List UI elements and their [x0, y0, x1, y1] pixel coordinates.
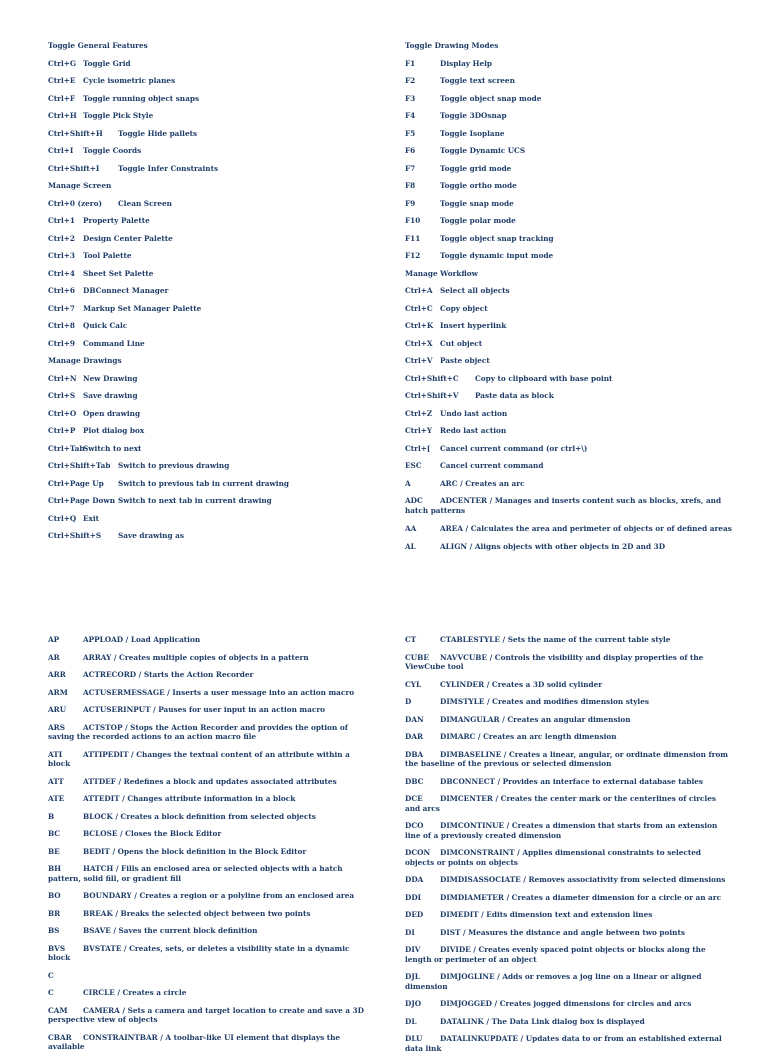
shortcut-description: Save drawing as: [118, 531, 184, 540]
command-alias: ARU: [48, 705, 67, 714]
shortcut-description: Copy to clipboard with base point: [475, 373, 613, 383]
shortcut-key: Ctrl+H: [48, 111, 77, 120]
command-description: CONSTRAINTBAR / A toolbar-like UI element that displays the available: [48, 1032, 341, 1051]
command-description: DATALINK / The Data Link dialog box is displayed: [440, 1016, 645, 1026]
shortcut-key: Ctrl+N: [48, 373, 77, 383]
command-row: [48, 944, 373, 971]
shortcut-key: ESC: [405, 461, 422, 470]
command-description: HATCH / Fills an enclosed area or selected objects with a hatch pattern, solid fill, or gradient fill: [48, 864, 343, 883]
command-alias: DL: [405, 1016, 417, 1026]
command-alias: ATE: [48, 794, 65, 803]
shortcut-key: Ctrl+4: [48, 268, 75, 278]
shortcut-key: Ctrl+P: [48, 426, 76, 435]
shortcut-description: Toggle snap mode: [440, 198, 514, 208]
command-alias: DJO: [405, 999, 422, 1008]
shortcut-description: Markup Set Manager Palette: [83, 303, 202, 313]
shortcut-description: AREA / Calculates the area and perimeter of objects or of defined areas: [440, 523, 732, 533]
command-description: NAVVCUBE / Controls the visibility and display properties of the ViewCube tool: [405, 652, 704, 671]
command-row: [405, 680, 730, 698]
command-description: ACTRECORD / Starts the Action Recorder: [83, 670, 254, 679]
shortcut-description: Switch to next: [83, 443, 142, 453]
shortcut-row: [48, 129, 378, 147]
command-row: [405, 999, 730, 1017]
shortcut-description: Toggle Infer Constraints: [118, 163, 219, 173]
shortcut-row: [405, 234, 735, 252]
shortcut-key: Ctrl+2: [48, 233, 75, 243]
shortcut-key: A: [405, 478, 411, 488]
shortcut-row: [405, 94, 735, 112]
shortcut-key: AA: [405, 523, 417, 533]
shortcut-description: Toggle Dynamic UCS: [440, 146, 526, 155]
shortcut-key: F4: [405, 111, 416, 120]
shortcut-row: [48, 76, 378, 94]
shortcut-key: Ctrl+8: [48, 321, 75, 330]
command-row: [48, 1033, 373, 1060]
command-description: CIRCLE / Creates a circle: [83, 988, 187, 997]
shortcut-key: F12: [405, 251, 421, 260]
command-row: [48, 1006, 373, 1033]
shortcut-description: Cut object: [440, 338, 483, 348]
shortcut-row: [48, 461, 378, 479]
shortcut-row: [48, 146, 378, 164]
command-alias: DIV: [405, 945, 421, 954]
shortcut-row: [405, 111, 735, 129]
command-alias: ATI: [48, 749, 63, 759]
shortcut-row: [48, 234, 378, 252]
command-alias: BS: [48, 926, 60, 935]
shortcut-row: [405, 356, 735, 374]
shortcut-description: Toggle Grid: [83, 58, 131, 68]
command-description: BOUNDARY / Creates a region or a polyline from an enclosed area: [83, 891, 355, 900]
command-row: [48, 971, 373, 989]
shortcut-description: ALIGN / Aligns objects with other objects in 2D and 3D: [440, 541, 666, 551]
command-description: ACTUSERINPUT / Pauses for user input in an action macro: [83, 705, 326, 714]
shortcut-description: Plot dialog box: [83, 426, 145, 435]
shortcut-row: [405, 391, 735, 409]
command-row: [48, 635, 373, 653]
shortcut-row: [48, 479, 378, 497]
shortcut-key: Ctrl+Page Up: [48, 478, 104, 488]
shortcut-description: Display Help: [440, 58, 493, 68]
shortcut-key: Ctrl+Shift+S: [48, 531, 102, 540]
command-description: BREAK / Breaks the selected object between two points: [83, 908, 311, 918]
command-alias: DBC: [405, 776, 424, 786]
command-description: DIMCONSTRAINT / Applies dimensional constraints to selected objects or points on objects: [405, 848, 701, 867]
shortcut-description: Cycle isometric planes: [83, 76, 176, 85]
shortcut-key: Ctrl+A: [405, 286, 433, 295]
shortcut-row: [405, 374, 735, 392]
command-description: DIMCONTINUE / Creates a dimension that starts from an extension line of a previously created dimension: [405, 821, 718, 840]
shortcut-key: Ctrl+G: [48, 58, 77, 68]
command-alias: ARR: [48, 670, 66, 679]
command-alias: DJL: [405, 972, 420, 981]
shortcut-description: Cancel current command: [440, 461, 544, 470]
left-bottom-column: [48, 635, 373, 1060]
shortcut-row: [405, 426, 735, 444]
shortcut-key: F9: [405, 198, 416, 208]
shortcut-description: Design Center Palette: [83, 233, 173, 243]
shortcut-key: F6: [405, 146, 416, 155]
left-top-column: [48, 41, 378, 549]
shortcut-description: Command Line: [83, 338, 145, 348]
command-row: [48, 909, 373, 927]
command-description: DIMSTYLE / Creates and modifies dimension styles: [440, 697, 649, 706]
shortcut-key: Ctrl+V: [405, 356, 433, 365]
command-description: ARRAY / Creates multiple copies of objects in a pattern: [83, 652, 309, 662]
command-description: BLOCK / Creates a block definition from selected objects: [83, 811, 316, 821]
shortcut-key: Ctrl+Shift+C: [405, 373, 459, 383]
shortcut-description: Switch to previous drawing: [118, 461, 230, 470]
shortcut-key: Ctrl+9: [48, 338, 75, 348]
command-alias: DI: [405, 927, 415, 937]
command-description: DBCONNECT / Provides an interface to external database tables: [440, 776, 704, 786]
command-alias: BH: [48, 864, 62, 873]
shortcut-row: [405, 251, 735, 269]
command-alias: D: [405, 697, 412, 706]
command-row: [48, 653, 373, 671]
command-description: DIMJOGLINE / Adds or removes a jog line on a linear or aligned dimension: [405, 972, 702, 991]
shortcut-key: Ctrl+E: [48, 76, 76, 85]
shortcut-description: Toggle running object snaps: [83, 93, 200, 103]
shortcut-key: Ctrl+F: [48, 93, 76, 103]
command-row: [48, 926, 373, 944]
command-alias: BVS: [48, 943, 66, 953]
shortcut-description: New Drawing: [83, 373, 138, 383]
shortcut-row: [405, 164, 735, 182]
shortcut-key: Ctrl+Shift+Tab: [48, 461, 111, 470]
shortcut-row: [405, 321, 735, 339]
command-description: BCLOSE / Closes the Block Editor: [83, 829, 222, 838]
shortcut-key: F10: [405, 216, 421, 225]
shortcut-row: [48, 426, 378, 444]
shortcut-description: Toggle object snap tracking: [440, 233, 554, 243]
shortcut-description: Property Palette: [83, 216, 150, 225]
shortcut-key: Ctrl+Shift+I: [48, 163, 100, 173]
right-bottom-column: [405, 635, 730, 1061]
command-row: [48, 864, 373, 891]
command-description: DIMBASELINE / Creates a linear, angular, or ordinate dimension from the baseline of the previous or selected dimension: [405, 749, 729, 768]
command-description: BSAVE / Saves the current block definition: [83, 926, 258, 935]
command-alias: DCE: [405, 794, 423, 803]
command-description: DIST / Measures the distance and angle between two points: [440, 927, 685, 937]
shortcut-key: F7: [405, 163, 416, 173]
shortcut-row: [48, 94, 378, 112]
command-alias: CT: [405, 635, 417, 644]
shortcut-description: Undo last action: [440, 408, 508, 418]
shortcut-row: [405, 444, 735, 462]
shortcut-description: Open drawing: [83, 408, 141, 418]
command-description: DIMEDIT / Edits dimension text and extension lines: [440, 910, 653, 919]
shortcut-description: Cancel current command (or ctrl+\): [440, 443, 588, 453]
command-description: ACTSTOP / Stops the Action Recorder and provides the option of saving the recorded actions to an action macro file: [48, 722, 348, 741]
command-alias: DAR: [405, 732, 424, 741]
shortcut-row: [48, 59, 378, 77]
shortcut-description: Toggle text screen: [440, 76, 515, 85]
shortcut-row: [48, 409, 378, 427]
command-row: [48, 847, 373, 865]
command-description: CAMERA / Sets a camera and target location to create and save a 3D perspective view of objects: [48, 1005, 364, 1024]
right-top-column: [405, 41, 735, 559]
command-description: DATALINKUPDATE / Updates data to or from an established external data link: [405, 1034, 722, 1053]
shortcut-row: [405, 129, 735, 147]
shortcut-description: ADCENTER / Manages and inserts content such as blocks, xrefs, and hatch patterns: [405, 496, 722, 515]
shortcut-description: Tool Palette: [83, 251, 132, 260]
command-alias: BR: [48, 908, 61, 918]
shortcut-key: ADC: [405, 496, 423, 505]
shortcut-key: F2: [405, 76, 416, 85]
command-description: ATTEDIT / Changes attribute information in a block: [83, 794, 296, 803]
shortcut-key: Ctrl+[: [405, 443, 431, 453]
shortcut-key: AL: [405, 541, 416, 551]
command-alias: ATT: [48, 776, 64, 786]
shortcut-key: Ctrl+7: [48, 303, 75, 313]
command-row: [405, 875, 730, 893]
shortcut-row: [405, 409, 735, 427]
command-row: [405, 1017, 730, 1035]
command-row: [405, 777, 730, 795]
command-row: [405, 945, 730, 972]
shortcut-description: Copy object: [440, 303, 488, 313]
shortcut-key: F3: [405, 93, 416, 103]
command-alias: BC: [48, 829, 61, 838]
shortcut-row: [48, 216, 378, 234]
command-description: DIMCENTER / Creates the center mark or the centerlines of circles and arcs: [405, 794, 716, 813]
command-alias: DDI: [405, 892, 422, 902]
shortcut-key: Ctrl+Shift+V: [405, 391, 459, 400]
command-description: DIVIDE / Creates evenly spaced point objects or blocks along the length or perimeter of an object: [405, 945, 706, 964]
shortcut-key: F11: [405, 233, 421, 243]
shortcut-row: [48, 444, 378, 462]
shortcut-key: Ctrl+6: [48, 286, 75, 295]
shortcut-description: Insert hyperlink: [440, 321, 507, 330]
command-row: [405, 750, 730, 777]
shortcut-key: Ctrl+Tab: [48, 443, 85, 453]
command-alias: CBAR: [48, 1032, 72, 1042]
shortcut-key: Ctrl+O: [48, 408, 77, 418]
shortcut-row: [405, 461, 735, 479]
command-description: DIMDIAMETER / Creates a diameter dimension for a circle or an arc: [440, 892, 722, 902]
command-alias: DCO: [405, 821, 424, 830]
shortcut-row: [405, 199, 735, 217]
command-row: [48, 750, 373, 777]
command-row: [48, 988, 373, 1006]
shortcut-row: [48, 374, 378, 392]
shortcut-description: Exit: [83, 513, 100, 523]
shortcut-key: Ctrl+X: [405, 338, 433, 348]
command-description: DIMANGULAR / Creates an angular dimension: [440, 714, 631, 724]
shortcut-row: [48, 339, 378, 357]
command-row: [405, 928, 730, 946]
shortcut-description: Toggle polar mode: [440, 216, 516, 225]
shortcut-row: [405, 216, 735, 234]
section-heading: Manage Workflow: [405, 268, 478, 278]
shortcut-row: [48, 304, 378, 322]
shortcut-row: [48, 199, 378, 217]
command-row: [405, 910, 730, 928]
section-heading: Manage Drawings: [48, 356, 122, 365]
shortcut-description: Toggle 3DOsnap: [440, 111, 507, 120]
command-description: DIMJOGGED / Creates jogged dimensions for circles and arcs: [440, 999, 692, 1008]
shortcut-description: Toggle object snap mode: [440, 93, 542, 103]
shortcut-description: Sheet Set Palette: [83, 268, 154, 278]
shortcut-description: DBConnect Manager: [83, 286, 169, 295]
command-alias: DCON: [405, 848, 431, 857]
shortcut-description: Toggle grid mode: [440, 163, 512, 173]
command-alias: BE: [48, 846, 60, 856]
shortcut-row: [48, 251, 378, 269]
shortcut-key: F8: [405, 181, 416, 190]
shortcut-description: Save drawing: [83, 391, 138, 400]
command-row: [48, 794, 373, 812]
command-description: ATTDEF / Redefines a block and updates associated attributes: [83, 776, 337, 786]
shortcut-row: [48, 496, 378, 514]
command-row: [48, 891, 373, 909]
command-row: [48, 688, 373, 706]
command-alias: DBA: [405, 749, 424, 759]
shortcut-description: Paste data as block: [475, 391, 554, 400]
shortcut-description: Toggle Coords: [83, 146, 142, 155]
command-alias: B: [48, 811, 55, 821]
shortcut-key: Ctrl+Shift+H: [48, 128, 103, 138]
command-alias: CYL: [405, 679, 422, 689]
shortcut-key: Ctrl+S: [48, 391, 76, 400]
shortcut-row: [405, 76, 735, 94]
command-alias: CAM: [48, 1005, 68, 1015]
command-row: [48, 777, 373, 795]
shortcut-description: Switch to next tab in current drawing: [118, 496, 272, 505]
shortcut-key: F1: [405, 58, 416, 68]
command-row: [48, 812, 373, 830]
shortcut-key: Ctrl+Y: [405, 426, 433, 435]
command-description: APPLOAD / Load Application: [83, 635, 201, 644]
shortcut-row: [48, 269, 378, 287]
command-row: [405, 1034, 730, 1061]
command-alias: DLU: [405, 1034, 423, 1043]
command-row: [405, 821, 730, 848]
shortcut-row: [48, 111, 378, 129]
command-description: DIMARC / Creates an arc length dimension: [440, 732, 617, 741]
shortcut-key: Ctrl+K: [405, 321, 434, 330]
shortcut-description: Redo last action: [440, 426, 507, 435]
shortcut-row: [405, 524, 735, 542]
command-row: [405, 715, 730, 733]
shortcut-description: Toggle Pick Style: [83, 111, 154, 120]
shortcut-row: [405, 286, 735, 304]
command-alias: DDA: [405, 875, 424, 884]
shortcut-key: Ctrl+Q: [48, 513, 77, 523]
shortcut-description: Toggle ortho mode: [440, 181, 517, 190]
command-row: [405, 893, 730, 911]
command-alias: AR: [48, 652, 60, 662]
section-heading: Manage Screen: [48, 181, 112, 190]
command-row: [405, 653, 730, 680]
shortcut-description: Toggle Isoplane: [440, 128, 505, 138]
shortcut-description: Switch to previous tab in current drawing: [118, 478, 289, 488]
shortcut-row: [48, 531, 378, 549]
section-heading: Toggle Drawing Modes: [405, 41, 499, 50]
shortcut-key: Ctrl+1: [48, 216, 75, 225]
command-row: [405, 972, 730, 999]
command-alias: ARS: [48, 722, 65, 732]
command-description: CTABLESTYLE / Sets the name of the current table style: [440, 635, 671, 644]
shortcut-row: [405, 304, 735, 322]
shortcut-description: Toggle Hide pallets: [118, 128, 198, 138]
shortcut-row: [405, 59, 735, 77]
command-description: CYLINDER / Creates a 3D solid cylinder: [440, 679, 603, 689]
shortcut-row: [405, 496, 735, 524]
command-alias: CUBE: [405, 652, 429, 662]
command-row: [48, 670, 373, 688]
command-alias: ARM: [48, 687, 68, 697]
shortcut-key: Ctrl+0 (zero): [48, 198, 102, 208]
shortcut-key: Ctrl+Z: [405, 408, 433, 418]
command-description: ACTUSERMESSAGE / Inserts a user message into an action macro: [83, 687, 355, 697]
command-alias: C: [48, 988, 54, 997]
shortcut-description: Paste object: [440, 356, 490, 365]
shortcut-row: [48, 321, 378, 339]
shortcut-row: [48, 286, 378, 304]
command-row: [405, 697, 730, 715]
shortcut-key: F5: [405, 128, 416, 138]
shortcut-key: Ctrl+I: [48, 146, 74, 155]
command-row: [405, 732, 730, 750]
shortcut-row: [48, 514, 378, 532]
shortcut-key: Ctrl+3: [48, 251, 75, 260]
shortcut-row: [405, 542, 735, 560]
shortcut-row: [405, 479, 735, 497]
shortcut-description: Quick Calc: [83, 321, 128, 330]
shortcut-key: Ctrl+C: [405, 303, 433, 313]
command-description: BEDIT / Opens the block definition in the Block Editor: [83, 846, 307, 856]
shortcut-description: Select all objects: [440, 286, 510, 295]
command-alias: AP: [48, 635, 60, 644]
command-row: [405, 848, 730, 875]
shortcut-row: [48, 391, 378, 409]
section-heading: Toggle General Features: [48, 41, 148, 50]
shortcut-description: Toggle dynamic input mode: [440, 251, 554, 260]
shortcut-key: Ctrl+Page Down: [48, 496, 115, 505]
command-description: BVSTATE / Creates, sets, or deletes a visibility state in a dynamic block: [48, 943, 350, 962]
command-alias: DAN: [405, 714, 424, 724]
command-row: [48, 829, 373, 847]
command-alias: BO: [48, 891, 61, 900]
shortcut-description: Clean Screen: [118, 198, 172, 208]
command-row: [405, 635, 730, 653]
shortcut-row: [48, 164, 378, 182]
command-description: DIMDISASSOCIATE / Removes associativity from selected dimensions: [440, 875, 726, 884]
command-row: [48, 723, 373, 750]
command-row: [48, 705, 373, 723]
command-row: [405, 794, 730, 821]
shortcut-description: ARC / Creates an arc: [440, 478, 525, 488]
command-description: ATTIPEDIT / Changes the textual content of an attribute within a block: [48, 749, 350, 768]
command-alias: DED: [405, 910, 424, 919]
command-alias: C: [48, 970, 54, 980]
shortcut-row: [405, 339, 735, 357]
shortcut-row: [405, 181, 735, 199]
shortcut-row: [405, 146, 735, 164]
